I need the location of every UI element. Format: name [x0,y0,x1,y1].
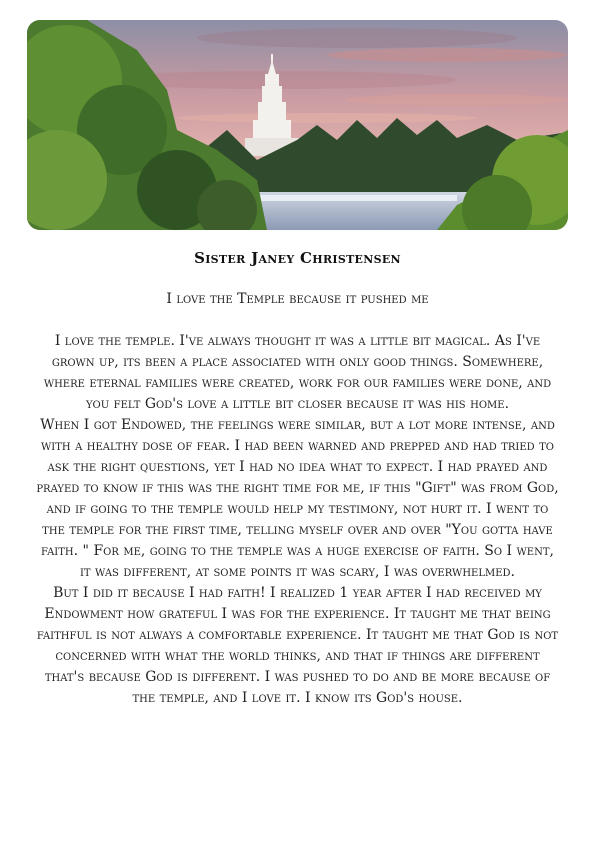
subtitle: I love the Temple because it pushed me [166,291,429,307]
paragraph-3: But I did it because I had faith! I realized 1 year after I had received my Endowment how grateful I was for the experience. It taught me that being faithful is not always a comfortable experience. It taught me that God is not concerned with what the world thinks, and that if things are different that's because God is different. I was pushed to do and be more because of the temple, and I love it. I know its God's house. [36,585,559,706]
hero-photo [27,20,568,230]
temple-landscape-illustration [27,20,568,230]
author-heading: Sister Janey Christensen [194,249,401,267]
paragraph-2: When I got Endowed, the feelings were similar, but a lot more intense, and with a healthy dose of fear. I had been warned and prepped and had tried to ask the right questions, yet I had no idea what to expect. I had prayed and prayed to know if this was the right time for me, if this "Gift" was from God, and if going to the temple would help my testimony, not hurt it. I went to the temple for the first time, telling myself over and over "You gotta have faith. " For me, going to the temple was a huge exercise of faith. So I went, it was different, at some points it was scary, I was overwhelmed. [36,417,559,580]
paragraph-1: I love the temple. I've always thought it was a little bit magical. As I've grown up, its been a place associated with only good things. Somewhere, where eternal families were created, work for our families were done, and you felt God's love a little bit closer because it was his home. [43,333,552,412]
testimony-body [34,331,561,709]
